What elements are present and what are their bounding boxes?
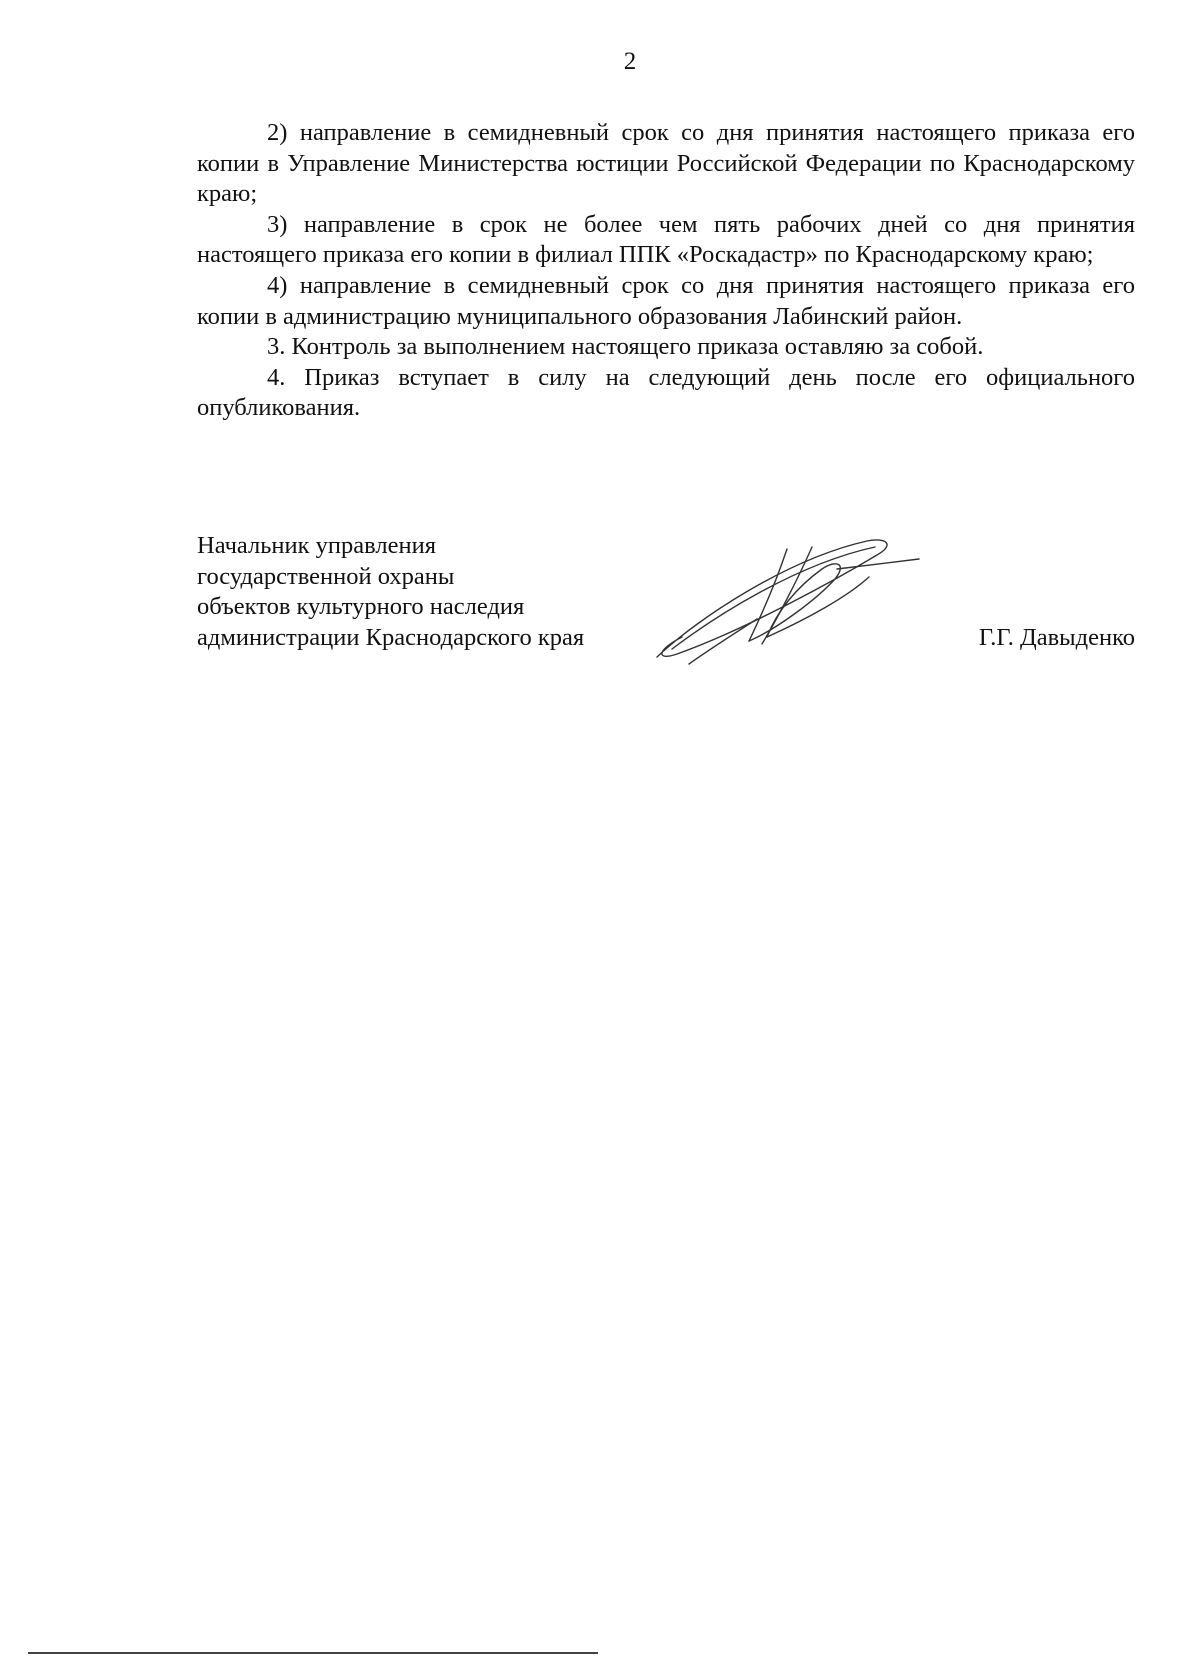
handwritten-signature (637, 519, 927, 669)
paragraph-control-clause: 3. Контроль за выполнением настоящего приказа оставляю за собой. (267, 333, 984, 361)
signature-block (197, 531, 1135, 681)
signatory-name: Г.Г. Давыденко (978, 624, 1135, 651)
signatory-title (197, 531, 584, 653)
paragraph-item-4: 4) направление в семидневный срок со дня принятия настоящего приказа его копии в администрацию муниципального образования Лабинский район. (197, 271, 1135, 330)
signatory-title-line: администрации Краснодарского края (197, 623, 585, 651)
paragraph-effective-clause: 4. Приказ вступает в силу на следующий день после его официального опубликования. (197, 363, 1135, 422)
signatory-title-line: Начальник управления (197, 532, 436, 559)
signatory-title-line: государственной охраны (197, 562, 455, 590)
page-number: 2 (623, 48, 637, 75)
footer-rule (28, 1652, 598, 1654)
paragraph-item-2: 2) направление в семидневный срок со дня принятия настоящего приказа его копии в Управление Министерства юстиции Российской Федерации по Краснодарскому краю; (197, 119, 1135, 208)
signatory-title-line: объектов культурного наследия (197, 593, 525, 621)
paragraph-item-3: 3) направление в срок не более чем пять рабочих дней со дня принятия настоящего приказа его копии в филиал ППК «Роскадастр» по Краснодарскому краю; (197, 210, 1135, 269)
document-body (197, 118, 1135, 424)
